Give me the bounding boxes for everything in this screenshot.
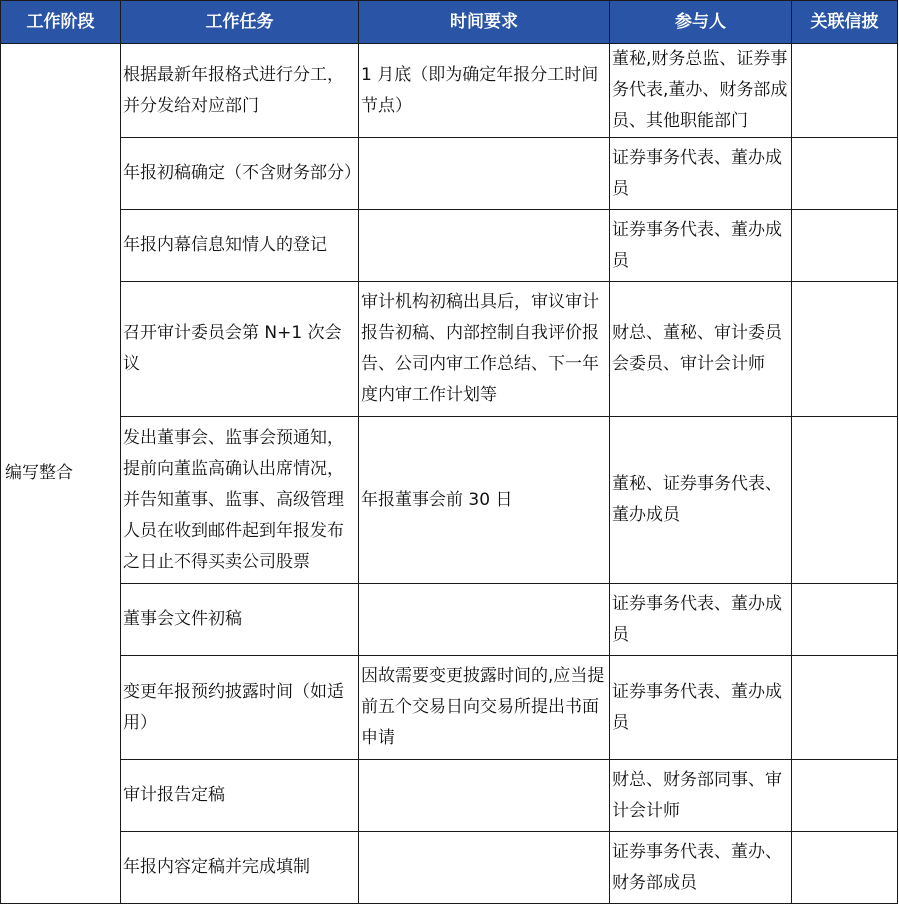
disclosure-cell — [792, 210, 898, 282]
header-time: 时间要求 — [359, 1, 610, 44]
table-row — [1, 44, 898, 138]
task-cell: 年报内幕信息知情人的登记 — [121, 210, 359, 282]
time-cell — [359, 138, 610, 210]
time-cell — [359, 210, 610, 282]
participants-cell: 证券事务代表、董办成员 — [610, 656, 792, 760]
header-row — [1, 1, 898, 44]
disclosure-cell — [792, 584, 898, 656]
table-row — [1, 584, 898, 656]
header-participants: 参与人 — [610, 1, 792, 44]
table-row — [1, 760, 898, 832]
table-row — [1, 138, 898, 210]
task-cell: 发出董事会、监事会预通知，提前向董监高确认出席情况，并告知董事、监事、高级管理人员在收到邮件起到年报发布之日止不得买卖公司股票 — [121, 417, 359, 584]
task-cell: 董事会文件初稿 — [121, 584, 359, 656]
participants-cell: 财总、董秘、审计委员会委员、审计会计师 — [610, 282, 792, 417]
table-row — [1, 832, 898, 904]
participants-cell: 董秘,财务总监、证券事务代表,董办、财务部成员、其他职能部门 — [610, 44, 792, 138]
participants-cell: 证券事务代表、董办成员 — [610, 138, 792, 210]
participants-cell: 证券事务代表、董办、财务部成员 — [610, 832, 792, 904]
disclosure-cell — [792, 138, 898, 210]
table-row — [1, 656, 898, 760]
time-cell — [359, 584, 610, 656]
participants-cell: 财总、财务部同事、审计会计师 — [610, 760, 792, 832]
task-cell: 召开审计委员会第 N+1 次会议 — [121, 282, 359, 417]
table-row — [1, 282, 898, 417]
disclosure-cell — [792, 760, 898, 832]
participants-cell: 证券事务代表、董办成员 — [610, 210, 792, 282]
time-cell: 因故需要变更披露时间的,应当提前五个交易日向交易所提出书面申请 — [359, 656, 610, 760]
table-row — [1, 210, 898, 282]
time-cell: 年报董事会前 30 日 — [359, 417, 610, 584]
task-cell: 变更年报预约披露时间（如适用） — [121, 656, 359, 760]
header-stage: 工作阶段 — [1, 1, 121, 44]
task-cell: 根据最新年报格式进行分工，并分发给对应部门 — [121, 44, 359, 138]
disclosure-cell — [792, 282, 898, 417]
time-cell: 1 月底（即为确定年报分工时间节点） — [359, 44, 610, 138]
time-cell — [359, 760, 610, 832]
disclosure-cell — [792, 656, 898, 760]
disclosure-cell — [792, 832, 898, 904]
header-task: 工作任务 — [121, 1, 359, 44]
header-disclosure: 关联信披 — [792, 1, 898, 44]
time-cell — [359, 832, 610, 904]
participants-cell: 证券事务代表、董办成员 — [610, 584, 792, 656]
task-cell: 审计报告定稿 — [121, 760, 359, 832]
stage-cell: 编写整合 — [1, 44, 121, 904]
disclosure-cell — [792, 417, 898, 584]
participants-cell: 董秘、证券事务代表、董办成员 — [610, 417, 792, 584]
time-cell: 审计机构初稿出具后，审议审计报告初稿、内部控制自我评价报告、公司内审工作总结、下一年度内审工作计划等 — [359, 282, 610, 417]
disclosure-cell — [792, 44, 898, 138]
task-cell: 年报初稿确定（不含财务部分） — [121, 138, 359, 210]
task-cell: 年报内容定稿并完成填制 — [121, 832, 359, 904]
table-row — [1, 417, 898, 584]
